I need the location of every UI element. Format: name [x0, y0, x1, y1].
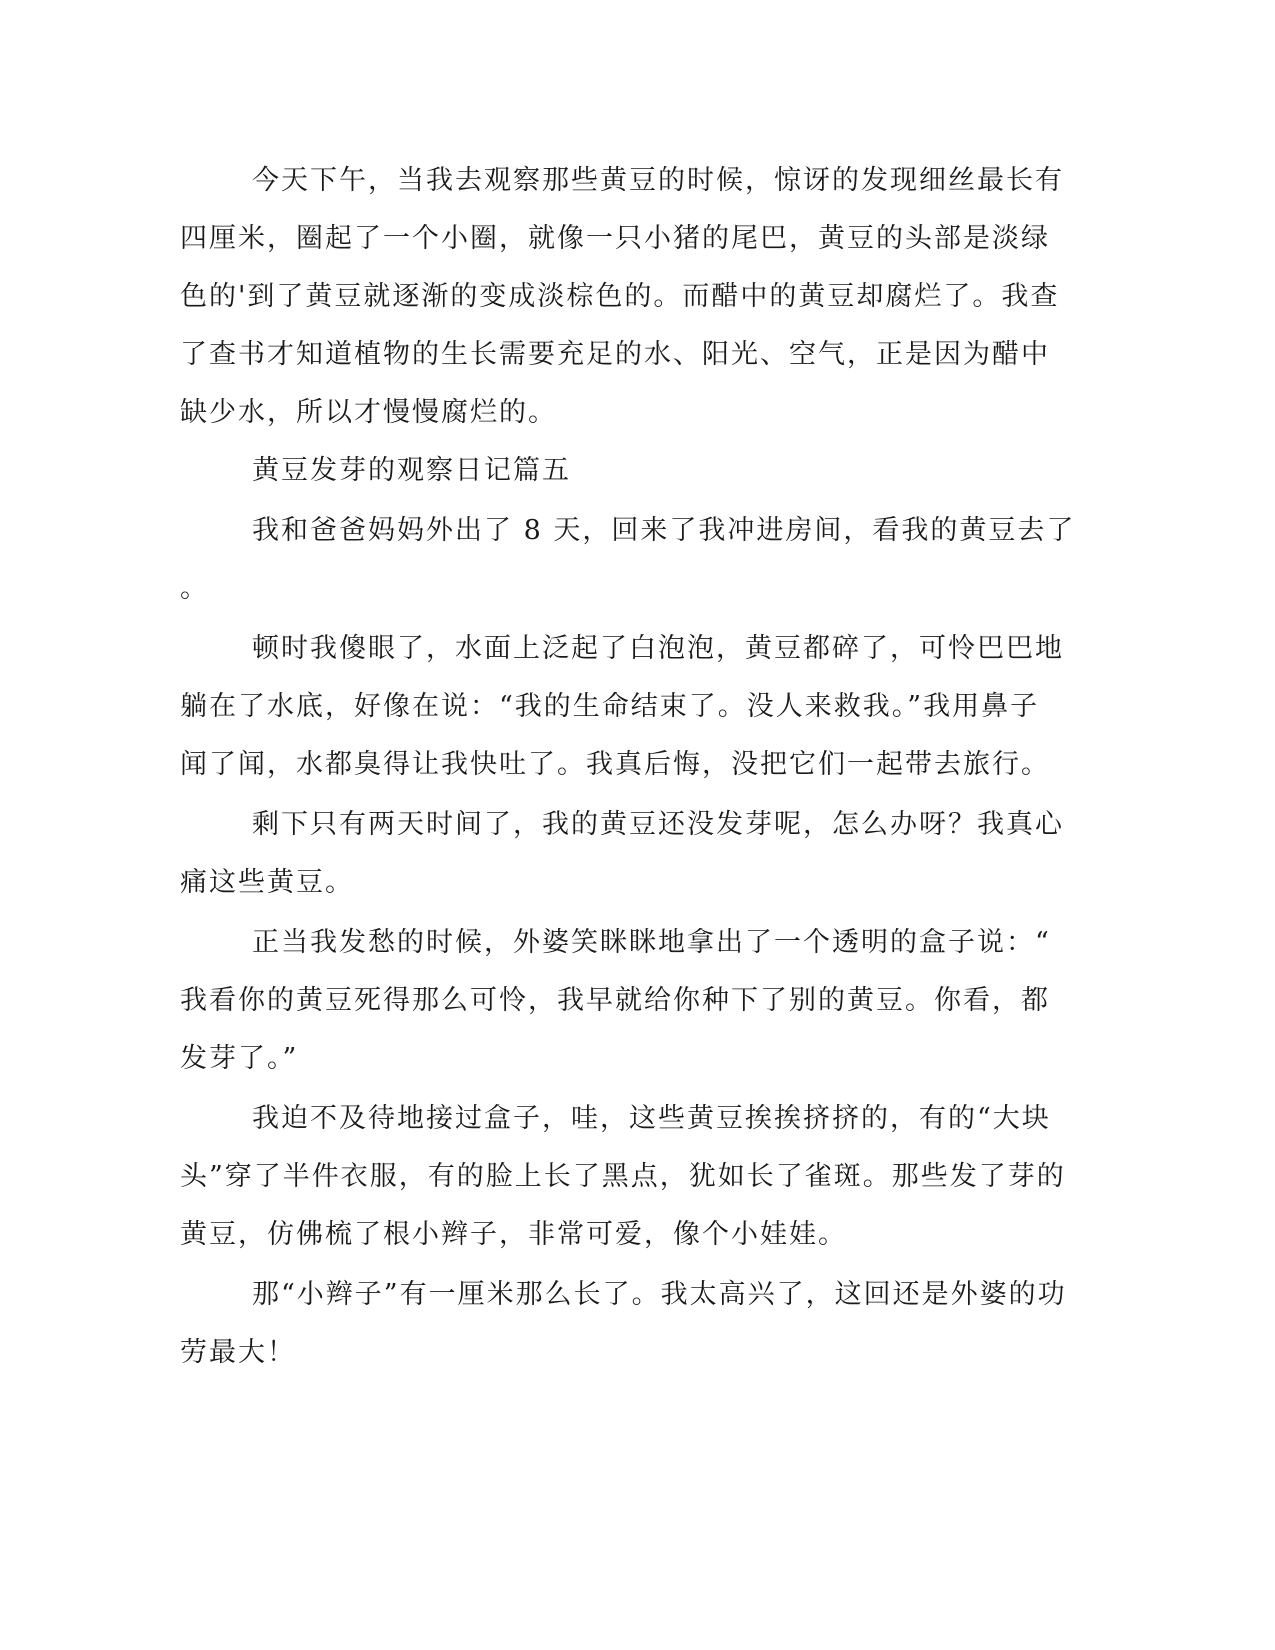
text-line: 四厘米，圈起了一个小圈，就像一只小猪的尾巴，黄豆的头部是淡绿	[180, 223, 1050, 254]
text-line: 躺在了水底，好像在说：“我的生命结束了。没人来救我。”我用鼻子	[180, 691, 1040, 722]
text-line: 劳最大！	[180, 1337, 296, 1368]
text-line: 我和爸爸妈妈外出了 8 天，回来了我冲进房间，看我的黄豆去了	[252, 515, 1076, 546]
text-line: 剩下只有两天时间了，我的黄豆还没发芽呢，怎么办呀？我真心	[252, 809, 1064, 840]
text-line: 黄豆，仿佛梳了根小辫子，非常可爱，像个小娃娃。	[180, 1219, 847, 1250]
text-line: 了查书才知道植物的生长需要充足的水、阳光、空气，正是因为醋中	[180, 339, 1050, 370]
section-heading: 黄豆发芽的观察日记篇五	[252, 455, 571, 486]
text-line: 正当我发愁的时候，外婆笑眯眯地拿出了一个透明的盒子说：“	[252, 927, 1051, 958]
text-line: 那“小辫子”有一厘米那么长了。我太高兴了，这回还是外婆的功	[252, 1279, 1067, 1310]
text-line: 我看你的黄豆死得那么可怜，我早就给你种下了别的黄豆。你看，都	[180, 985, 1050, 1016]
text-line: 头”穿了半件衣服，有的脸上长了黑点，犹如长了雀斑。那些发了芽的	[180, 1161, 1066, 1192]
text-line: 。	[180, 573, 209, 604]
text-line: 顿时我傻眼了，水面上泛起了白泡泡，黄豆都碎了，可怜巴巴地	[252, 633, 1064, 664]
text-line: 发芽了。”	[180, 1043, 299, 1074]
text-line: 痛这些黄豆。	[180, 867, 354, 898]
text-line: 色的'到了黄豆就逐渐的变成淡棕色的。而醋中的黄豆却腐烂了。我查	[180, 281, 1060, 312]
text-line: 我迫不及待地接过盒子，哇，这些黄豆挨挨挤挤的，有的“大块	[252, 1103, 1051, 1134]
text-line: 今天下午，当我去观察那些黄豆的时候，惊讶的发现细丝最长有	[252, 165, 1064, 196]
text-line: 缺少水，所以才慢慢腐烂的。	[180, 397, 557, 428]
text-line: 闻了闻，水都臭得让我快吐了。我真后悔，没把它们一起带去旅行。	[180, 749, 1050, 780]
